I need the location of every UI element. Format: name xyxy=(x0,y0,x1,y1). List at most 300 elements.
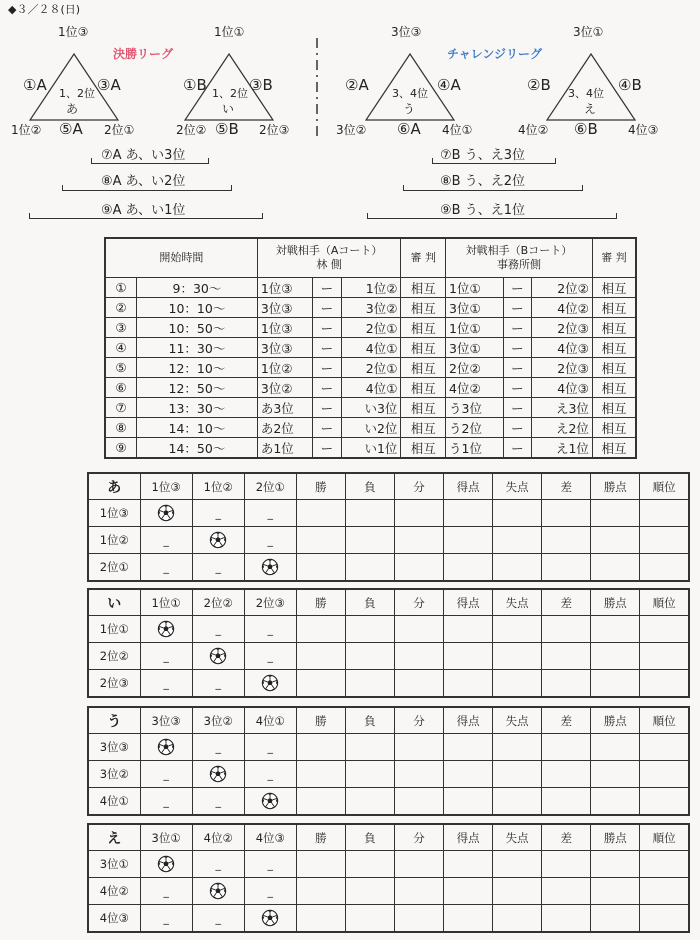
result-cell[interactable] xyxy=(296,761,345,788)
group-header-row xyxy=(88,589,689,616)
court-a-referee: 相互 xyxy=(401,438,446,459)
court-a-referee: 相互 xyxy=(401,278,446,298)
triangle-i-bottom: ⑤B xyxy=(215,120,239,138)
soccer-ball-icon xyxy=(157,855,175,873)
triangle-e-left: ②B xyxy=(527,76,551,94)
result-cell[interactable] xyxy=(296,616,345,643)
result-cell[interactable] xyxy=(296,788,345,816)
result-cell[interactable] xyxy=(493,616,542,643)
group-row-team: 2位③ xyxy=(88,670,140,698)
court-a-team-1: あ1位 xyxy=(257,438,312,459)
match-number: ⑤ xyxy=(105,358,137,378)
court-b-vs: ー xyxy=(503,358,531,378)
result-cell[interactable] xyxy=(640,761,689,788)
result-cell[interactable] xyxy=(640,878,689,905)
self-match-cell xyxy=(192,643,244,670)
group-row-team: 3位① xyxy=(88,851,140,878)
court-a-team-2: い2位 xyxy=(341,418,401,438)
bracket-7b-label: ⑦B う、え3位 xyxy=(440,148,525,163)
triangle-u-right: ④A xyxy=(437,76,461,94)
soccer-ball-icon xyxy=(261,558,279,576)
court-b-referee: 相互 xyxy=(592,278,636,298)
schedule-table xyxy=(104,237,637,459)
result-cell[interactable] xyxy=(542,734,591,761)
court-b-referee: 相互 xyxy=(592,358,636,378)
soccer-ball-icon xyxy=(157,738,175,756)
result-cell[interactable] xyxy=(493,761,542,788)
result-cell[interactable] xyxy=(640,905,689,933)
result-cell[interactable] xyxy=(591,761,640,788)
court-a-team-1: 1位③ xyxy=(257,318,312,338)
court-b-team-1: 4位② xyxy=(446,378,504,398)
group-row-team: 2位① xyxy=(88,554,140,582)
court-b-team-2: 4位② xyxy=(531,298,592,318)
court-b-vs: ー xyxy=(503,438,531,459)
self-match-cell xyxy=(192,761,244,788)
result-cell[interactable] xyxy=(542,761,591,788)
court-a-vs: ー xyxy=(313,318,341,338)
group-column-team: 3位② xyxy=(192,707,244,734)
result-cell[interactable] xyxy=(345,670,394,698)
court-b-team-2: 4位③ xyxy=(531,338,592,358)
group-table-1 xyxy=(87,588,690,698)
result-cell[interactable] xyxy=(493,643,542,670)
start-time: 12：10～ xyxy=(137,358,258,378)
result-cell[interactable] xyxy=(542,554,591,582)
match-result-cell[interactable] xyxy=(192,905,244,933)
result-cell[interactable] xyxy=(640,788,689,816)
result-cell[interactable] xyxy=(345,527,394,554)
match-result-cell[interactable] xyxy=(192,500,244,527)
result-cell[interactable] xyxy=(640,670,689,698)
empty-dash: _ xyxy=(267,507,274,520)
result-cell[interactable] xyxy=(591,527,640,554)
soccer-ball-icon xyxy=(209,882,227,900)
soccer-ball-icon xyxy=(261,674,279,692)
result-cell[interactable] xyxy=(640,734,689,761)
group-row-team: 1位① xyxy=(88,616,140,643)
group-row xyxy=(88,851,689,878)
court-a-team-1: 3位③ xyxy=(257,298,312,318)
result-cell[interactable] xyxy=(640,851,689,878)
group-name: い xyxy=(88,589,140,616)
group-column-team: 3位① xyxy=(140,824,192,851)
court-a-team-2: 2位① xyxy=(341,358,401,378)
result-cell[interactable] xyxy=(444,616,493,643)
soccer-ball-icon xyxy=(209,765,227,783)
match-result-cell[interactable] xyxy=(140,905,192,933)
group-column-team: 3位③ xyxy=(140,707,192,734)
start-time: 13：30～ xyxy=(137,398,258,418)
triangle-i-inner: 1、2位 xyxy=(212,87,248,100)
schedule-header-row xyxy=(105,238,636,278)
result-cell[interactable] xyxy=(542,643,591,670)
court-a-referee: 相互 xyxy=(401,298,446,318)
court-a-referee: 相互 xyxy=(401,318,446,338)
match-result-cell[interactable] xyxy=(140,788,192,816)
court-a-team-2: い1位 xyxy=(341,438,401,459)
group-column-team: 2位③ xyxy=(244,589,296,616)
schedule-row xyxy=(105,278,636,298)
group-row xyxy=(88,643,689,670)
triangle-i-bottom-left: 2位② xyxy=(176,123,207,137)
header-court-b: 対戦相手（Bコート） 事務所側 xyxy=(446,238,593,278)
self-match-cell xyxy=(244,670,296,698)
result-header: 勝 xyxy=(296,824,345,851)
triangle-a-kana: あ xyxy=(66,102,79,116)
soccer-ball-icon xyxy=(157,620,175,638)
group-column-team: 1位① xyxy=(140,589,192,616)
empty-dash: _ xyxy=(163,885,169,898)
match-result-cell[interactable] xyxy=(244,851,296,878)
result-cell[interactable] xyxy=(296,734,345,761)
triangle-a-bottom: ⑤A xyxy=(59,120,83,138)
group-row-team: 3位③ xyxy=(88,734,140,761)
result-cell[interactable] xyxy=(542,851,591,878)
result-cell[interactable] xyxy=(444,905,493,933)
match-number: ⑨ xyxy=(105,438,137,459)
empty-dash: _ xyxy=(267,623,274,636)
result-cell[interactable] xyxy=(444,643,493,670)
start-time: 12：50～ xyxy=(137,378,258,398)
court-a-vs: ー xyxy=(313,298,341,318)
result-cell[interactable] xyxy=(542,527,591,554)
court-a-referee: 相互 xyxy=(401,358,446,378)
court-b-team-1: 1位① xyxy=(446,278,504,298)
result-cell[interactable] xyxy=(345,616,394,643)
self-match-cell xyxy=(140,500,192,527)
result-header: 失点 xyxy=(493,824,542,851)
header-court-a: 対戦相手（Aコート） 林 側 xyxy=(257,238,401,278)
result-header: 勝 xyxy=(296,589,345,616)
header-referee-a: 審 判 xyxy=(401,238,446,278)
group-table-3 xyxy=(87,823,690,933)
result-cell[interactable] xyxy=(493,878,542,905)
court-b-team-2: 2位③ xyxy=(531,318,592,338)
result-cell[interactable] xyxy=(542,670,591,698)
result-header: 分 xyxy=(394,707,443,734)
court-a-team-1: あ3位 xyxy=(257,398,312,418)
triangle-a-inner: 1、2位 xyxy=(59,87,95,100)
result-cell[interactable] xyxy=(345,643,394,670)
match-result-cell[interactable] xyxy=(140,878,192,905)
start-time: 11：30～ xyxy=(137,338,258,358)
match-result-cell[interactable] xyxy=(140,761,192,788)
schedule-row xyxy=(105,398,636,418)
court-b-vs: ー xyxy=(503,398,531,418)
result-cell[interactable] xyxy=(591,851,640,878)
triangle-a-left: ①A xyxy=(23,76,47,94)
match-result-cell[interactable] xyxy=(140,527,192,554)
result-cell[interactable] xyxy=(394,761,443,788)
result-cell[interactable] xyxy=(345,734,394,761)
result-cell[interactable] xyxy=(591,616,640,643)
soccer-ball-icon xyxy=(209,647,227,665)
empty-dash: _ xyxy=(163,650,169,663)
triangle-u-left: ②A xyxy=(345,76,369,94)
result-cell[interactable] xyxy=(493,734,542,761)
result-cell[interactable] xyxy=(394,643,443,670)
result-header: 失点 xyxy=(493,707,542,734)
start-time: 10：10～ xyxy=(137,298,258,318)
match-result-cell[interactable] xyxy=(192,734,244,761)
header-start-time: 開始時間 xyxy=(105,238,257,278)
result-cell[interactable] xyxy=(394,500,443,527)
schedule-row xyxy=(105,318,636,338)
triangle-a-bottom-left: 1位② xyxy=(11,123,42,137)
self-match-cell xyxy=(244,788,296,816)
court-b-referee: 相互 xyxy=(592,398,636,418)
result-cell[interactable] xyxy=(493,527,542,554)
soccer-ball-icon xyxy=(261,909,279,927)
empty-dash: _ xyxy=(163,534,169,547)
result-cell[interactable] xyxy=(394,788,443,816)
result-cell[interactable] xyxy=(640,643,689,670)
result-cell[interactable] xyxy=(640,500,689,527)
result-cell[interactable] xyxy=(444,500,493,527)
result-cell[interactable] xyxy=(591,878,640,905)
soccer-ball-icon xyxy=(261,792,279,810)
match-result-cell[interactable] xyxy=(244,761,296,788)
triangle-u-bottom-left: 3位② xyxy=(336,123,367,137)
result-header: 得点 xyxy=(444,473,493,500)
triangle-i-kana: い xyxy=(222,102,235,116)
result-cell[interactable] xyxy=(493,670,542,698)
result-header: 勝点 xyxy=(591,707,640,734)
court-b-referee: 相互 xyxy=(592,418,636,438)
self-match-cell xyxy=(140,616,192,643)
court-b-team-2: え3位 xyxy=(531,398,592,418)
triangle-i-bottom-right: 2位③ xyxy=(259,123,290,137)
group-column-team: 4位① xyxy=(244,707,296,734)
empty-dash: _ xyxy=(215,912,221,925)
group-column-team: 4位② xyxy=(192,824,244,851)
bracket-8a-label: ⑧A あ、い2位 xyxy=(101,174,186,189)
result-cell[interactable] xyxy=(345,905,394,933)
match-result-cell[interactable] xyxy=(244,500,296,527)
triangle-i-top: 1位① xyxy=(214,25,245,39)
result-cell[interactable] xyxy=(394,851,443,878)
final-league-title: 決勝リーグ xyxy=(113,47,174,61)
match-number: ⑧ xyxy=(105,418,137,438)
court-a-vs: ー xyxy=(313,278,341,298)
result-cell[interactable] xyxy=(493,788,542,816)
result-cell[interactable] xyxy=(493,554,542,582)
schedule-row xyxy=(105,418,636,438)
triangle-u-top: 3位③ xyxy=(391,25,422,39)
group-table-2 xyxy=(87,706,690,816)
match-result-cell[interactable] xyxy=(192,616,244,643)
result-cell[interactable] xyxy=(345,878,394,905)
match-result-cell[interactable] xyxy=(244,643,296,670)
court-b-vs: ー xyxy=(503,378,531,398)
match-result-cell[interactable] xyxy=(192,788,244,816)
result-cell[interactable] xyxy=(444,878,493,905)
court-a-team-1: 1位② xyxy=(257,358,312,378)
result-cell[interactable] xyxy=(542,616,591,643)
court-a-vs: ー xyxy=(313,418,341,438)
result-cell[interactable] xyxy=(444,670,493,698)
court-a-referee: 相互 xyxy=(401,418,446,438)
result-header: 差 xyxy=(542,707,591,734)
result-cell[interactable] xyxy=(493,905,542,933)
match-result-cell[interactable] xyxy=(140,670,192,698)
result-cell[interactable] xyxy=(394,670,443,698)
result-cell[interactable] xyxy=(394,734,443,761)
result-cell[interactable] xyxy=(591,500,640,527)
start-time: 14：50～ xyxy=(137,438,258,459)
court-a-team-2: い3位 xyxy=(341,398,401,418)
court-b-vs: ー xyxy=(503,338,531,358)
result-cell[interactable] xyxy=(444,527,493,554)
court-a-team-2: 1位② xyxy=(341,278,401,298)
court-b-referee: 相互 xyxy=(592,338,636,358)
court-b-team-1: 2位② xyxy=(446,358,504,378)
result-cell[interactable] xyxy=(296,670,345,698)
court-b-team-2: 2位③ xyxy=(531,358,592,378)
group-table-0 xyxy=(87,472,690,582)
court-a-team-2: 4位① xyxy=(341,378,401,398)
empty-dash: _ xyxy=(163,795,169,808)
match-result-cell[interactable] xyxy=(244,734,296,761)
result-header: 分 xyxy=(394,824,443,851)
group-row-team: 4位② xyxy=(88,878,140,905)
court-b-team-2: え1位 xyxy=(531,438,592,459)
court-b-team-1: 3位① xyxy=(446,338,504,358)
result-cell[interactable] xyxy=(296,643,345,670)
empty-dash: _ xyxy=(215,623,221,636)
result-cell[interactable] xyxy=(493,500,542,527)
triangle-u-bottom: ⑥A xyxy=(397,120,421,138)
result-cell[interactable] xyxy=(345,851,394,878)
group-column-team: 2位② xyxy=(192,589,244,616)
result-header: 差 xyxy=(542,473,591,500)
result-cell[interactable] xyxy=(444,788,493,816)
result-cell[interactable] xyxy=(591,554,640,582)
result-cell[interactable] xyxy=(296,851,345,878)
result-cell[interactable] xyxy=(394,527,443,554)
result-header: 失点 xyxy=(493,473,542,500)
result-header: 順位 xyxy=(640,473,689,500)
result-header: 分 xyxy=(394,589,443,616)
empty-dash: _ xyxy=(215,507,221,520)
result-cell[interactable] xyxy=(640,527,689,554)
result-cell[interactable] xyxy=(296,527,345,554)
triangle-i-left: ①B xyxy=(183,76,207,94)
result-cell[interactable] xyxy=(493,851,542,878)
group-header-row xyxy=(88,824,689,851)
court-b-vs: ー xyxy=(503,418,531,438)
result-cell[interactable] xyxy=(542,905,591,933)
start-time: 14：10～ xyxy=(137,418,258,438)
match-number: ③ xyxy=(105,318,137,338)
result-cell[interactable] xyxy=(591,905,640,933)
result-cell[interactable] xyxy=(444,851,493,878)
self-match-cell xyxy=(244,554,296,582)
result-cell[interactable] xyxy=(394,878,443,905)
court-a-vs: ー xyxy=(313,338,341,358)
court-b-vs: ー xyxy=(503,318,531,338)
result-cell[interactable] xyxy=(296,554,345,582)
result-cell[interactable] xyxy=(345,554,394,582)
result-header: 順位 xyxy=(640,589,689,616)
result-header: 勝 xyxy=(296,707,345,734)
result-cell[interactable] xyxy=(444,761,493,788)
soccer-ball-icon xyxy=(209,531,227,549)
result-cell[interactable] xyxy=(296,878,345,905)
empty-dash: _ xyxy=(163,768,169,781)
match-result-cell[interactable] xyxy=(244,616,296,643)
empty-dash: _ xyxy=(267,858,274,871)
result-cell[interactable] xyxy=(444,734,493,761)
match-result-cell[interactable] xyxy=(244,878,296,905)
empty-dash: _ xyxy=(215,795,221,808)
result-cell[interactable] xyxy=(640,616,689,643)
result-cell[interactable] xyxy=(591,643,640,670)
empty-dash: _ xyxy=(267,650,274,663)
result-cell[interactable] xyxy=(296,905,345,933)
result-cell[interactable] xyxy=(444,554,493,582)
result-cell[interactable] xyxy=(345,761,394,788)
match-result-cell[interactable] xyxy=(192,851,244,878)
triangle-e-kana: え xyxy=(584,102,597,116)
result-cell[interactable] xyxy=(591,788,640,816)
result-cell[interactable] xyxy=(542,500,591,527)
schedule-row xyxy=(105,338,636,358)
group-row xyxy=(88,734,689,761)
result-cell[interactable] xyxy=(591,670,640,698)
group-row-team: 4位① xyxy=(88,788,140,816)
court-b-referee: 相互 xyxy=(592,298,636,318)
court-b-team-2: え2位 xyxy=(531,418,592,438)
result-cell[interactable] xyxy=(394,616,443,643)
match-result-cell[interactable] xyxy=(244,527,296,554)
empty-dash: _ xyxy=(215,561,221,574)
result-cell[interactable] xyxy=(542,788,591,816)
result-cell[interactable] xyxy=(591,734,640,761)
result-cell[interactable] xyxy=(345,500,394,527)
result-cell[interactable] xyxy=(296,500,345,527)
group-row xyxy=(88,761,689,788)
bracket-9b-label: ⑨B う、え1位 xyxy=(440,203,525,218)
match-result-cell[interactable] xyxy=(192,670,244,698)
triangle-e-right: ④B xyxy=(618,76,642,94)
match-result-cell[interactable] xyxy=(140,554,192,582)
empty-dash: _ xyxy=(163,561,169,574)
match-result-cell[interactable] xyxy=(140,643,192,670)
group-name: う xyxy=(88,707,140,734)
match-result-cell[interactable] xyxy=(192,554,244,582)
start-time: 9：30～ xyxy=(137,278,258,298)
bracket-7a-label: ⑦A あ、い3位 xyxy=(101,148,186,163)
result-cell[interactable] xyxy=(640,554,689,582)
court-b-team-1: 1位① xyxy=(446,318,504,338)
event-date: ◆３／２８(日) xyxy=(8,3,81,16)
group-column-team: 1位③ xyxy=(140,473,192,500)
result-cell[interactable] xyxy=(542,878,591,905)
soccer-ball-icon xyxy=(157,504,175,522)
result-cell[interactable] xyxy=(394,554,443,582)
triangle-e-bottom: ⑥B xyxy=(574,120,598,138)
result-cell[interactable] xyxy=(394,905,443,933)
court-a-vs: ー xyxy=(313,398,341,418)
result-header: 得点 xyxy=(444,707,493,734)
start-time: 10：50～ xyxy=(137,318,258,338)
group-row-team: 4位③ xyxy=(88,905,140,933)
court-a-team-1: あ2位 xyxy=(257,418,312,438)
triangle-e-bottom-left: 4位② xyxy=(518,123,549,137)
result-cell[interactable] xyxy=(345,788,394,816)
